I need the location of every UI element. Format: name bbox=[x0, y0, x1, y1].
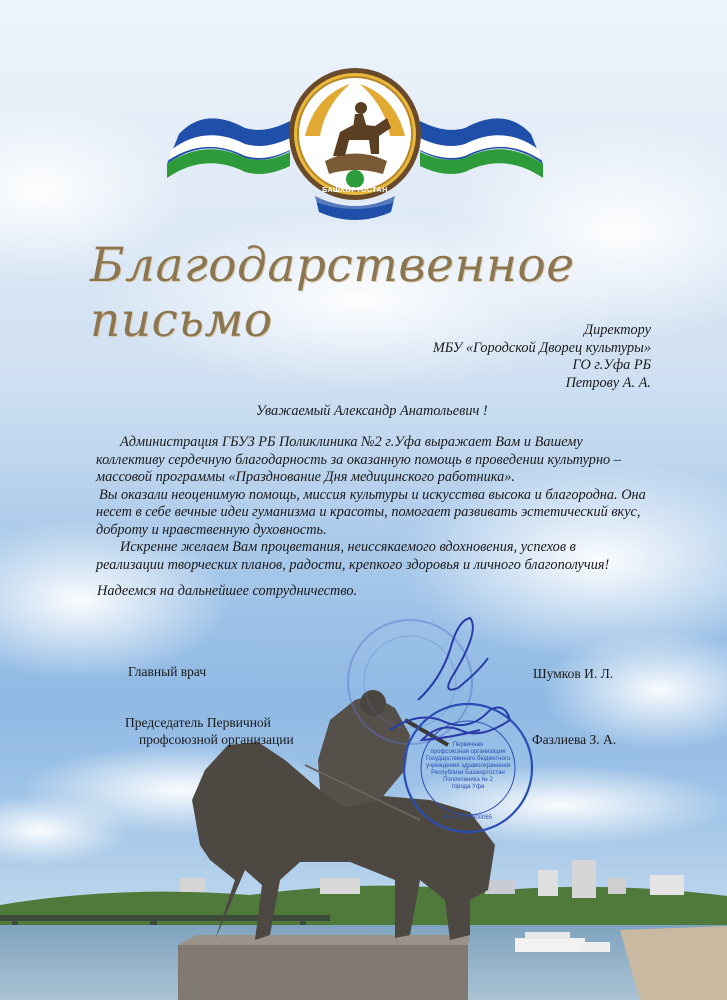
body-line: реализации творческих планов, радости, крепкого здоровья и личного благополучия! bbox=[96, 556, 610, 573]
head-doctor-title: Главный врач bbox=[128, 664, 207, 679]
stamp-text: Государственного бюджетного bbox=[425, 756, 511, 762]
head-doctor-name: Шумков И. Л. bbox=[533, 666, 614, 681]
recipient-line: Директору bbox=[583, 322, 651, 338]
body-line: несет в себе вечные идеи гуманизма и красоты, помогает развивать эстетический вкус, bbox=[96, 504, 641, 520]
flag-ribbon-left bbox=[167, 118, 290, 178]
signature-chairman bbox=[390, 708, 510, 740]
stamp-text: учреждения здравоохранения bbox=[426, 763, 510, 769]
letter-title: Благодарственное письмо bbox=[90, 238, 575, 348]
stamp-text: профсоюзная организация bbox=[430, 749, 506, 755]
stamp-and-signature bbox=[330, 610, 550, 840]
closing-line: Надеемся на дальнейшее сотрудничество. bbox=[97, 583, 358, 599]
stamp-text: города Уфа bbox=[451, 784, 485, 790]
stamp-text: Первичная bbox=[452, 742, 484, 748]
chairman-title-line2: профсоюзной организации bbox=[139, 732, 294, 747]
stamp-inn: ИНН 0277900065 bbox=[443, 815, 493, 821]
recipient-line: ГО г.Уфа РБ bbox=[572, 357, 651, 373]
body-line: доброту и нравственную духовность. bbox=[96, 521, 327, 538]
signature-head-doctor bbox=[418, 618, 488, 700]
stamp-text: Республики Башкортостан bbox=[431, 770, 505, 776]
flag-ribbon-right bbox=[420, 118, 543, 178]
body-line: массовой программы «Празднование Дня медицинского работника». bbox=[96, 469, 515, 485]
stamp-text: Поликлиника № 2 bbox=[443, 777, 493, 783]
body-line: коллективу сердечную благодарность за оказанную помощь в проведении культурно – bbox=[96, 451, 621, 468]
recipient-block bbox=[433, 322, 651, 392]
body-line: Администрация ГБУЗ РБ Поликлиника №2 г.Уфа выражает Вам и Вашему bbox=[120, 434, 583, 450]
bashkortostan-emblem-icon bbox=[165, 66, 545, 226]
emblem-caption: БАШКОРТОСТАН bbox=[322, 187, 388, 194]
greeting: Уважаемый Александр Анатольевич ! bbox=[256, 403, 488, 419]
recipient-line: МБУ «Городской Дворец культуры» bbox=[432, 339, 651, 356]
chairman-title-line1: Председатель Первичной bbox=[125, 715, 271, 730]
body-line: Вы оказали неоценимую помощь, миссия культуры и искусства высока и благородна. Она bbox=[99, 486, 646, 503]
recipient-line: Петрову А. А. bbox=[565, 374, 651, 391]
letter-body bbox=[96, 434, 646, 574]
chairman-name: Фазлиева З. А. bbox=[532, 732, 617, 747]
body-line: Искренне желаем Вам процветания, неиссякаемого вдохновения, успехов в bbox=[120, 539, 576, 555]
